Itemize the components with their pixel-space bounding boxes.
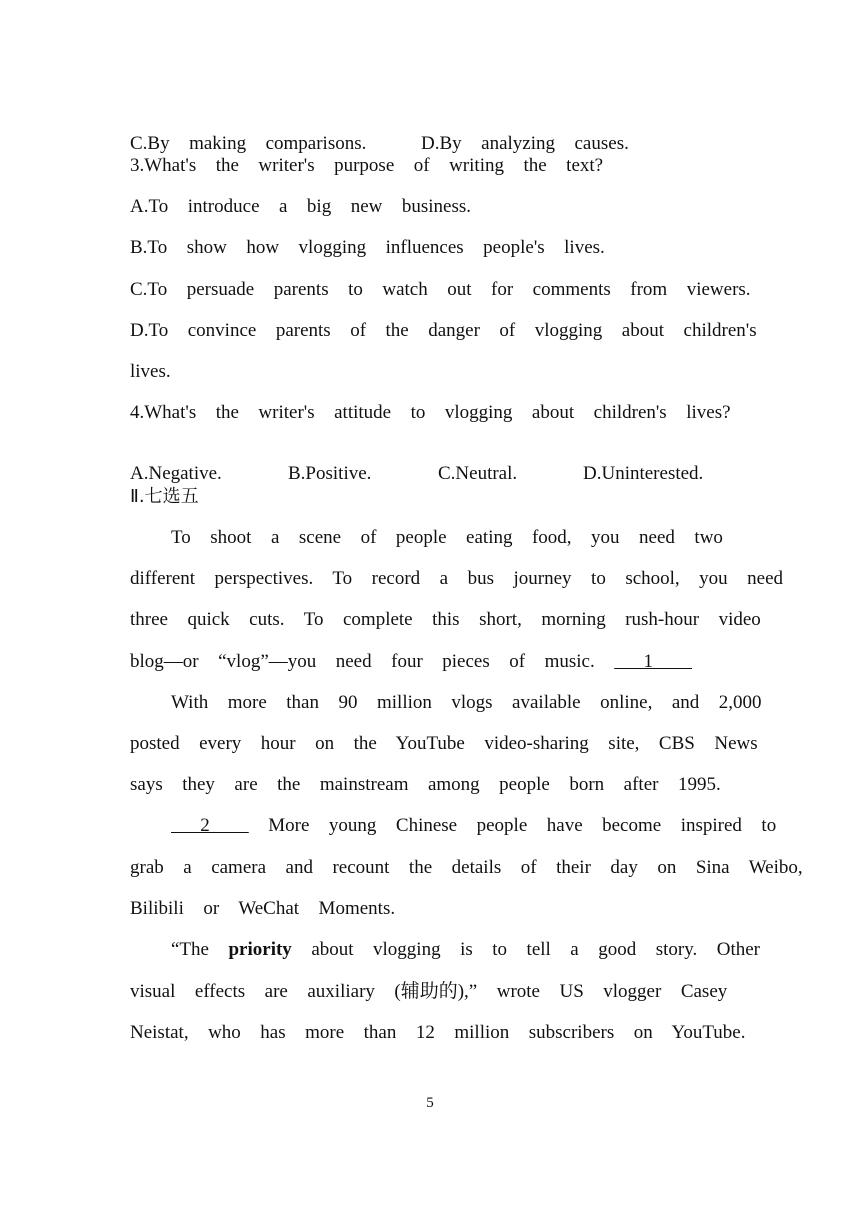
passage-line xyxy=(171,813,776,839)
passage-line: grab a camera and recount the details of their day on Sina Weibo, xyxy=(130,857,803,878)
passage-line: different perspectives. To record a bus journey to school, you need xyxy=(130,568,784,589)
q4-option-d: D.Uninterested. xyxy=(583,463,704,484)
q3-option-d-cont: lives. xyxy=(130,361,171,382)
q4-option-c: C.Neutral. xyxy=(438,463,518,484)
blank-1: 1 xyxy=(614,651,692,672)
passage-line: visual effects are auxiliary (辅助的),” wrote US vlogger Casey xyxy=(130,981,728,1002)
passage-text: about vlogging is to tell a good story. Other xyxy=(291,939,761,960)
passage-text: blog—or “vlog”—you need four pieces of music. xyxy=(130,651,615,672)
q4-question: 4.What's the writer's attitude to vlogging about children's lives? xyxy=(130,402,731,423)
page-number: 5 xyxy=(426,1095,434,1111)
passage-line: Neistat, who has more than 12 million subscribers on YouTube. xyxy=(130,1022,746,1043)
q3-option-b: B.To show how vlogging influences people's lives. xyxy=(130,237,605,258)
q3-option-d: D.To convince parents of the danger of vlogging about children's xyxy=(130,320,757,341)
q2-option-c: C.By making comparisons. xyxy=(130,133,367,154)
section-title: Ⅱ.七选五 xyxy=(130,486,199,507)
bold-word-priority: priority xyxy=(228,939,292,960)
passage-line: three quick cuts. To complete this short, morning rush-hour video xyxy=(130,609,761,630)
passage-line xyxy=(130,649,692,675)
q4-option-a: A.Negative. xyxy=(130,463,222,484)
q3-option-c: C.To persuade parents to watch out for comments from viewers. xyxy=(130,279,751,300)
passage-line: To shoot a scene of people eating food, you need two xyxy=(171,527,723,548)
passage-line: posted every hour on the YouTube video-sharing site, CBS News xyxy=(130,733,758,754)
passage-line: Bilibili or WeChat Moments. xyxy=(130,898,396,919)
q3-question: 3.What's the writer's purpose of writing the text? xyxy=(130,155,604,176)
passage-text: More young Chinese people have become inspired to xyxy=(248,815,777,836)
q4-option-b: B.Positive. xyxy=(288,463,372,484)
q2-option-d: D.By analyzing causes. xyxy=(421,133,629,154)
passage-text: “The xyxy=(171,939,229,960)
passage-line: says they are the mainstream among people born after 1995. xyxy=(130,774,721,795)
blank-2: 2 xyxy=(171,815,249,836)
q3-option-a: A.To introduce a big new business. xyxy=(130,196,472,217)
passage-line: With more than 90 million vlogs available online, and 2,000 xyxy=(171,692,762,713)
passage-line xyxy=(171,937,760,963)
